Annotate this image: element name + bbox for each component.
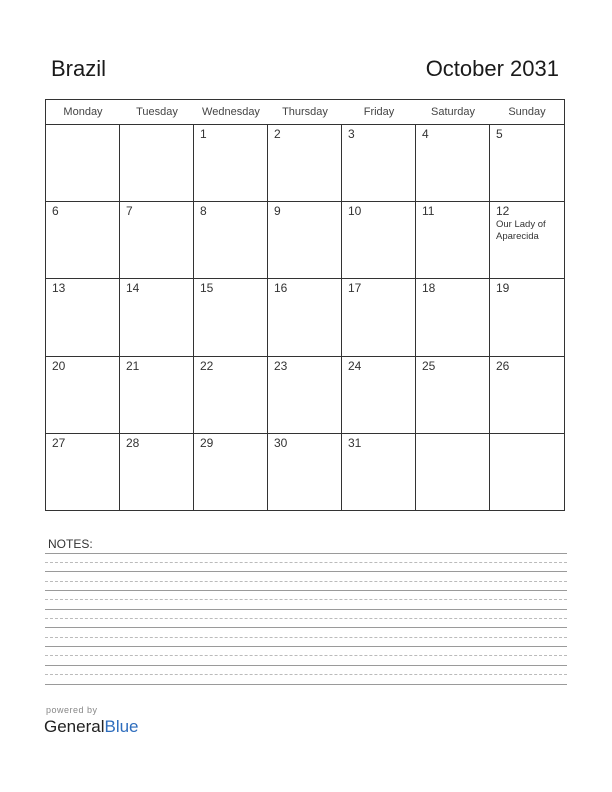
day-number: 4 bbox=[422, 127, 429, 141]
powered-by-text: powered by bbox=[46, 705, 98, 715]
day-cell bbox=[120, 202, 194, 279]
day-cell bbox=[490, 125, 564, 202]
day-number: 3 bbox=[348, 127, 355, 141]
day-cell bbox=[490, 279, 564, 356]
day-number: 27 bbox=[52, 435, 66, 450]
day-cell bbox=[342, 357, 416, 434]
weekday-monday: Monday bbox=[63, 106, 103, 118]
day-cell bbox=[342, 434, 416, 511]
day-number: 8 bbox=[200, 204, 207, 219]
notes-line bbox=[45, 646, 567, 647]
day-number: 10 bbox=[348, 204, 362, 219]
day-number: 2 bbox=[274, 127, 281, 141]
notes-guide-line bbox=[45, 618, 567, 619]
day-number: 24 bbox=[348, 358, 362, 373]
day-cell bbox=[490, 357, 564, 434]
day-cell bbox=[490, 434, 564, 511]
day-cell bbox=[120, 434, 194, 511]
day-cell bbox=[268, 125, 342, 202]
weekday-sunday: Sunday bbox=[508, 106, 546, 118]
day-cell bbox=[342, 202, 416, 279]
day-cell bbox=[490, 202, 564, 279]
day-cell bbox=[120, 125, 194, 202]
day-cell bbox=[46, 357, 120, 434]
notes-guide-line bbox=[45, 599, 567, 600]
notes-label: NOTES: bbox=[48, 537, 93, 551]
day-cell bbox=[268, 434, 342, 511]
weekday-header-row bbox=[46, 100, 564, 125]
weekday-friday: Friday bbox=[363, 106, 395, 118]
notes-line bbox=[45, 665, 567, 666]
day-cell bbox=[342, 279, 416, 356]
notes-guide-line bbox=[45, 562, 567, 563]
day-cell bbox=[46, 434, 120, 511]
day-cell bbox=[120, 357, 194, 434]
day-cell bbox=[194, 279, 268, 356]
day-cell bbox=[120, 279, 194, 356]
notes-guide-line bbox=[45, 655, 567, 656]
day-number: 20 bbox=[52, 358, 66, 373]
day-number: 12 bbox=[496, 204, 510, 219]
day-number: 29 bbox=[200, 435, 214, 450]
calendar-grid bbox=[45, 99, 565, 511]
day-cell bbox=[46, 202, 120, 279]
day-cell bbox=[46, 125, 120, 202]
day-cell bbox=[416, 202, 490, 279]
day-cell bbox=[194, 125, 268, 202]
day-number: 1 bbox=[200, 127, 207, 141]
day-grid bbox=[46, 125, 564, 511]
weekday-wednesday: Wednesday bbox=[202, 106, 260, 118]
day-number: 9 bbox=[274, 204, 281, 219]
day-number: 31 bbox=[348, 435, 362, 450]
day-number: 13 bbox=[52, 281, 66, 296]
day-number: 28 bbox=[126, 435, 140, 450]
notes-line bbox=[45, 609, 567, 610]
weekday-tuesday: Tuesday bbox=[136, 106, 178, 118]
notes-guide-line bbox=[45, 674, 567, 675]
notes-line bbox=[45, 590, 567, 591]
day-cell bbox=[268, 357, 342, 434]
day-number: 19 bbox=[496, 281, 510, 296]
day-cell bbox=[416, 279, 490, 356]
notes-line bbox=[45, 627, 567, 628]
day-cell bbox=[342, 125, 416, 202]
notes-guide-line bbox=[45, 637, 567, 638]
day-number: 30 bbox=[274, 435, 288, 450]
notes-line bbox=[45, 553, 567, 554]
day-cell bbox=[194, 357, 268, 434]
day-number: 23 bbox=[274, 358, 288, 373]
day-number: 14 bbox=[126, 281, 140, 296]
day-cell bbox=[416, 434, 490, 511]
holiday-label: Our Lady of Aparecida bbox=[496, 219, 546, 243]
day-cell bbox=[416, 357, 490, 434]
day-number: 15 bbox=[200, 281, 214, 296]
weekday-saturday: Saturday bbox=[430, 106, 476, 118]
day-number: 18 bbox=[422, 281, 436, 296]
brand-general: General bbox=[44, 717, 105, 736]
day-number: 17 bbox=[348, 281, 362, 296]
day-number: 21 bbox=[126, 358, 140, 373]
weekday-thursday: Thursday bbox=[282, 106, 328, 118]
day-cell bbox=[194, 434, 268, 511]
day-number: 25 bbox=[422, 358, 436, 373]
month-title: October 2031 bbox=[425, 56, 559, 81]
generalblue-logo[interactable] bbox=[44, 717, 139, 737]
day-cell bbox=[194, 202, 268, 279]
day-number: 11 bbox=[422, 204, 435, 219]
day-number: 7 bbox=[126, 204, 133, 219]
day-number: 22 bbox=[200, 358, 214, 373]
day-number: 6 bbox=[52, 204, 59, 219]
notes-guide-line bbox=[45, 581, 567, 582]
day-number: 26 bbox=[496, 358, 510, 373]
day-cell bbox=[416, 125, 490, 202]
notes-line bbox=[45, 571, 567, 572]
day-number: 5 bbox=[496, 127, 503, 141]
day-cell bbox=[268, 202, 342, 279]
day-cell bbox=[268, 279, 342, 356]
day-number: 16 bbox=[274, 281, 288, 296]
day-cell bbox=[46, 279, 120, 356]
notes-line bbox=[45, 684, 567, 685]
country-title: Brazil bbox=[51, 56, 107, 81]
brand-blue: Blue bbox=[104, 717, 139, 736]
